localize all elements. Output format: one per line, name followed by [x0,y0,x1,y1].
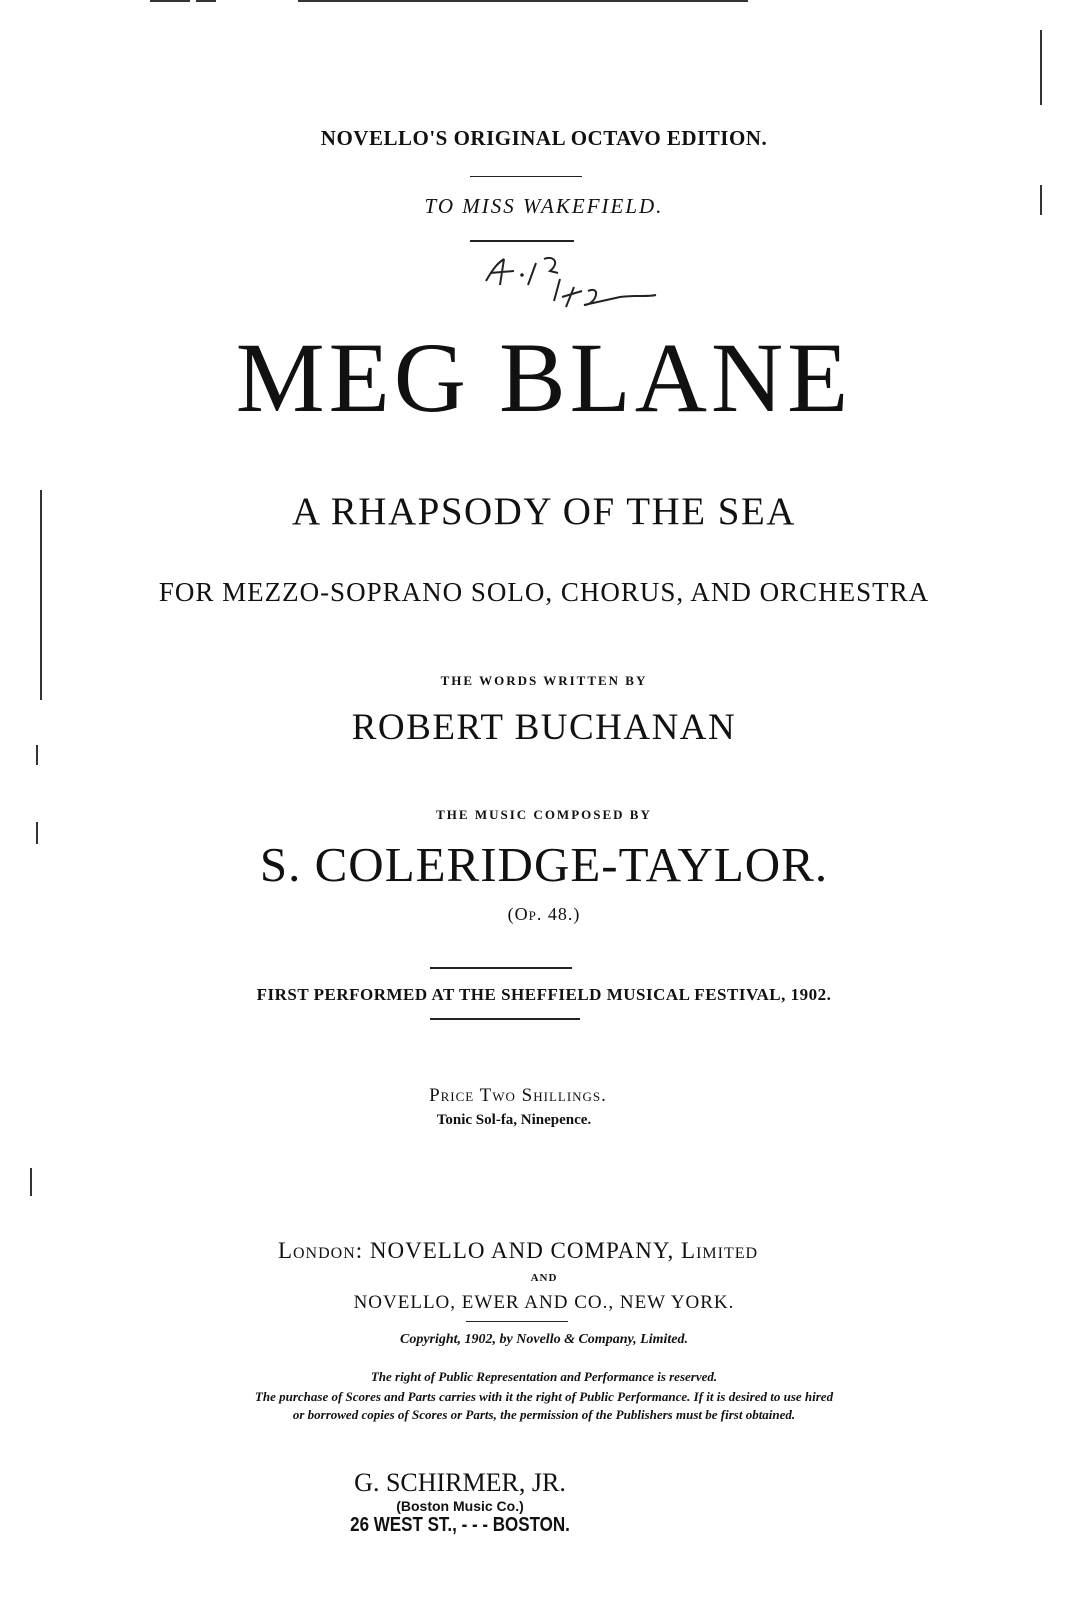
rights-line-1: The right of Public Representation and Performance is reserved. [370,1369,718,1384]
subtitle: A RHAPSODY OF THE SEA [292,490,796,533]
title: MEG BLANE [235,322,853,433]
scoring: FOR MEZZO-SOPRANO SOLO, CHORUS, AND ORCHESTRA [158,577,930,607]
rights-line-3: or borrowed copies of Scores or Parts, the permission of the Publishers must be first obtained. [292,1407,796,1422]
divider [470,176,582,177]
words-label: THE WORDS WRITTEN BY [440,673,648,688]
author: ROBERT BUCHANAN [351,707,737,748]
stamp-line-1: G. SCHIRMER, JR. [354,1468,566,1497]
price: Price Two Shillings. [429,1085,607,1106]
copyright: Copyright, 1902, by Novello & Company, Limited. [399,1332,689,1347]
divider [430,1018,580,1020]
dedication: TO MISS WAKEFIELD. [424,194,664,218]
opus: (Op. 48.) [507,904,581,924]
stamp-line-3: 26 WEST ST., - - - BOSTON. [350,1514,570,1536]
price-solfa: Tonic Sol-fa, Ninepence. [436,1112,592,1128]
publisher-london [0,1238,1036,1264]
rights-line-2: The purchase of Scores and Parts carries with it the right of Public Performance. If it is desired to use hired [254,1389,834,1404]
handwritten-shelfmark [470,245,670,325]
london-limited: Limited [681,1238,759,1263]
london-label: London: [277,1238,364,1263]
london-name: NOVELLO AND COMPANY, [369,1238,675,1263]
dealer-stamp [330,1468,590,1537]
divider [470,240,574,242]
performance-note: FIRST PERFORMED AT THE SHEFFIELD MUSICAL FESTIVAL, 1902. [256,985,832,1004]
composer: S. COLERIDGE-TAYLOR. [259,837,829,892]
divider [430,967,572,969]
stamp-line-2: (Boston Music Co.) [396,1498,524,1514]
music-label: THE MUSIC COMPOSED BY [436,807,652,822]
edition-line: NOVELLO'S ORIGINAL OCTAVO EDITION. [320,126,768,150]
divider [466,1321,568,1322]
publisher-and: AND [530,1272,558,1284]
publisher-newyork: NOVELLO, EWER AND CO., NEW YORK. [353,1292,735,1313]
